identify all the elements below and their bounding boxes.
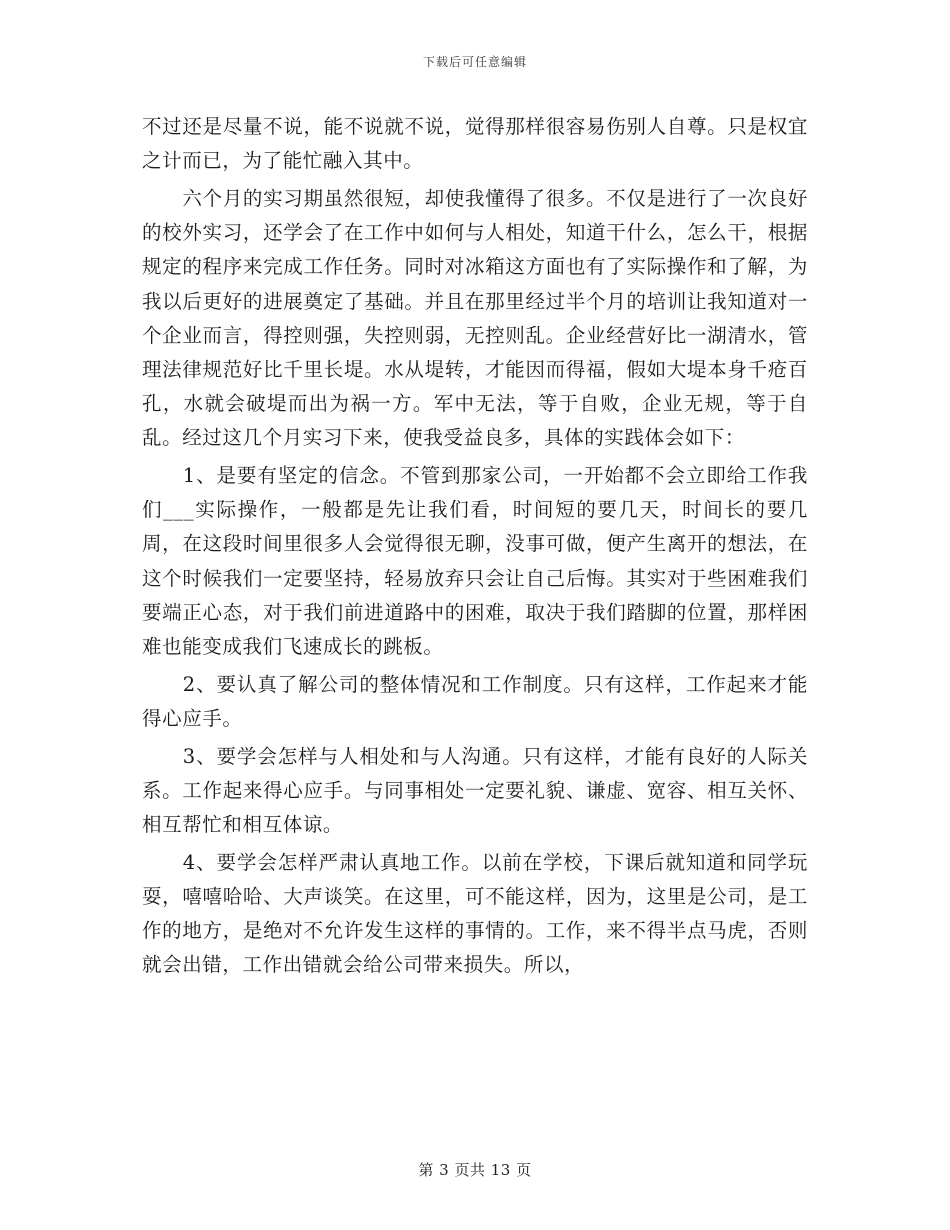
- paragraph-point-1: 1、是要有坚定的信念。不管到那家公司，一开始都不会立即给工作我们___实际操作，一般都是先让我们看，时间短的要几天，时间长的要几周，在这段时间里很多人会觉得很无聊，没事可做，便产生离开的想法，在这个时候我们一定要坚持，轻易放弃只会让自己后悔。其实对于些困难我们要端正心态，对于我们前进道路中的困难，取决于我们踏脚的位置，那样困难也能变成我们飞速成长的跳板。: [142, 464, 808, 659]
- paragraph-point-3: 3、要学会怎样与人相处和与人沟通。只有这样，才能有良好的人际关系。工作起来得心应手。与同事相处一定要礼貌、谦虚、宽容、相互关怀、相互帮忙和相互体谅。: [142, 744, 808, 837]
- page-footer: 第 3 页共 13 页: [418, 1161, 532, 1179]
- paragraph-internship-summary: 六个月的实习期虽然很短，却使我懂得了很多。不仅是进行了一次良好的校外实习，还学会了在工作中如何与人相处，知道干什么，怎么干，根据规定的程序来完成工作任务。同时对冰箱这方面也有了实际操作和了解，为我以后更好的进展奠定了基础。并且在那里经过半个月的培训让我知道对一个企业而言，得控则强，失控则弱，无控则乱。企业经营好比一湖清水，管理法律规范好比千里长堤。水从堤转，才能因而得福，假如大堤本身千疮百孔，水就会破堤而出为祸一方。军中无法，等于自败，企业无规，等于自乱。经过这几个月实习下来，使我受益良多，具体的实践体会如下：: [142, 186, 808, 450]
- paragraph-point-4: 4、要学会怎样严肃认真地工作。以前在学校，下课后就知道和同学玩耍，嘻嘻哈哈、大声谈笑。在这里，可不能这样，因为，这里是公司，是工作的地方，是绝对不允许发生这样的事情的。工作，来不得半点马虎，否则就会出错，工作出错就会给公司带来损失。所以，: [142, 850, 808, 977]
- document-body: [142, 110, 808, 986]
- paragraph-continuation: 不过还是尽量不说，能不说就不说，觉得那样很容易伤别人自尊。只是权宜之计而已，为了能忙融入其中。: [142, 115, 808, 173]
- page-header: 下载后可任意编辑: [422, 55, 527, 69]
- paragraph-point-2: 2、要认真了解公司的整体情况和工作制度。只有这样，工作起来才能得心应手。: [142, 672, 808, 730]
